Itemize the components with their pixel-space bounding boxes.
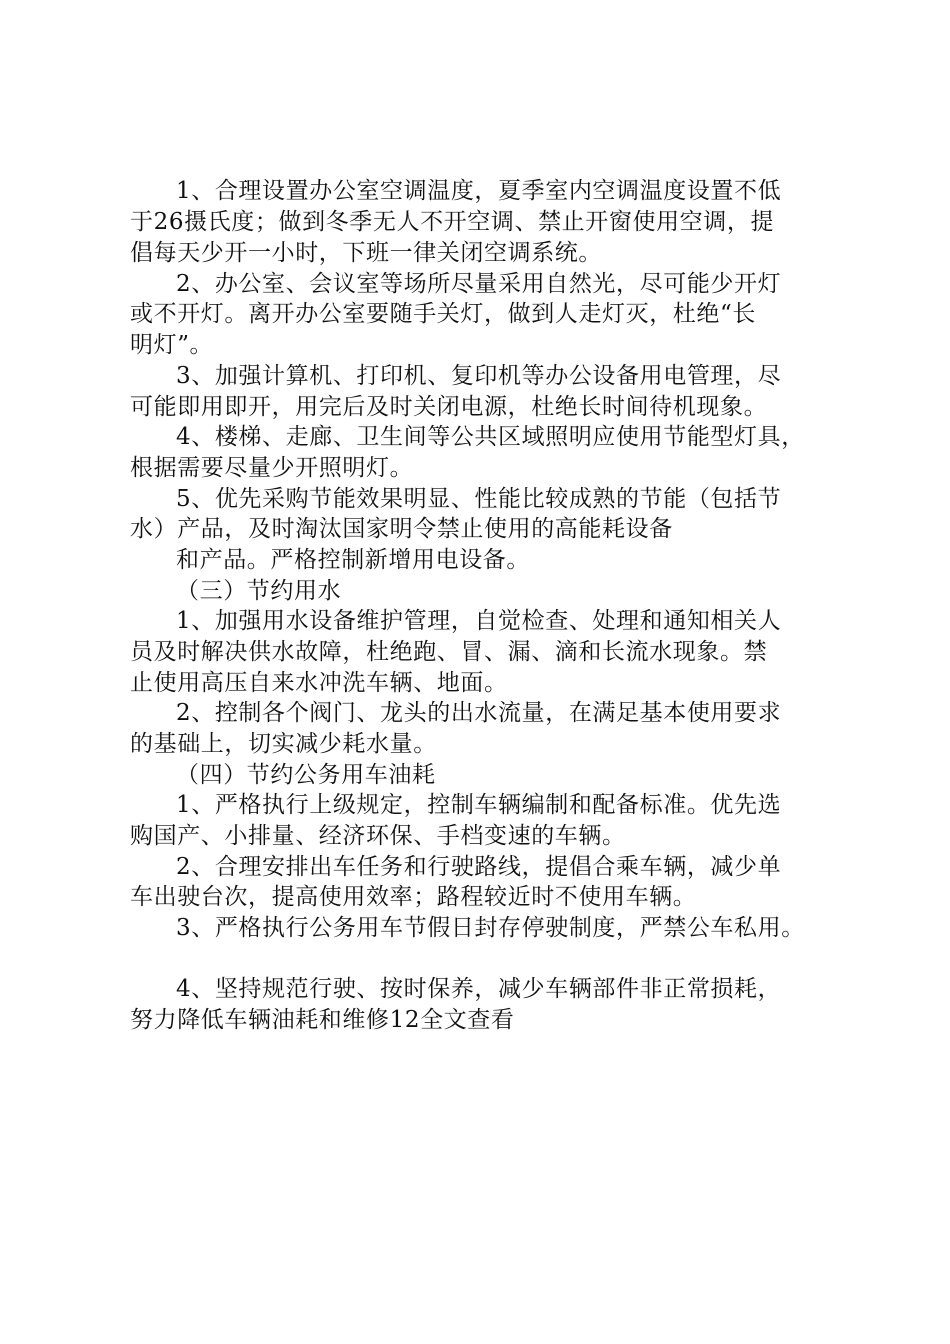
text-line: 购国产、小排量、经济环保、手档变速的车辆。 (130, 823, 626, 849)
text-line: 努力降低车辆油耗和维修12全文查看 (130, 1007, 515, 1033)
text-line: 水）产品，及时淘汰国家明令禁止使用的高能耗设备 (130, 516, 673, 542)
text-line: 3、加强计算机、打印机、复印机等办公设备用电管理，尽 (176, 363, 782, 389)
text-line: 止使用高压自来水冲洗车辆、地面。 (130, 670, 508, 696)
text-line: 1、合理设置办公室空调温度，夏季室内空调温度设置不低 (176, 178, 782, 204)
text-line: 3、严格执行公务用车节假日封存停驶制度，严禁公车私用。 (176, 915, 805, 941)
text-line: 可能即用即开，用完后及时关闭电源，杜绝长时间待机现象。 (130, 394, 768, 420)
section-heading: （三）节约用水 (176, 578, 342, 604)
text-line: 于26摄氏度；做到冬季无人不开空调、禁止开窗使用空调，提 (130, 209, 775, 235)
text-line: 4、楼梯、走廊、卫生间等公共区域照明应使用节能型灯具， (176, 424, 805, 450)
text-line: 根据需要尽量少开照明灯。 (130, 455, 414, 481)
text-line: 和产品。严格控制新增用电设备。 (176, 547, 530, 573)
text-line: 或不开灯。离开办公室要随手关灯，做到人走灯灭，杜绝“长 (130, 301, 756, 327)
text-line: 2、合理安排出车任务和行驶路线，提倡合乘车辆，减少单 (176, 854, 782, 880)
text-line: 员及时解决供水故障，杜绝跑、冒、漏、滴和长流水现象。禁 (130, 639, 768, 665)
text-line: 明灯”。 (130, 332, 214, 358)
text-line: 倡每天少开一小时，下班一律关闭空调系统。 (130, 240, 602, 266)
text-line: 5、优先采购节能效果明显、性能比较成熟的节能（包括节 (176, 486, 782, 512)
text-line: 车出驶台次，提高使用效率；路程较近时不使用车辆。 (130, 884, 697, 910)
text-line: 1、严格执行上级规定，控制车辆编制和配备标准。优先选 (176, 792, 782, 818)
text-line: 2、办公室、会议室等场所尽量采用自然光，尽可能少开灯 (176, 271, 782, 297)
text-line: 4、坚持规范行驶、按时保养，减少车辆部件非正常损耗， (176, 976, 782, 1002)
text-line: 1、加强用水设备维护管理，自觉检查、处理和通知相关人 (176, 608, 782, 634)
text-line: 的基础上，切实减少耗水量。 (130, 731, 437, 757)
section-heading: （四）节约公务用车油耗 (176, 762, 436, 788)
text-line: 2、控制各个阀门、龙头的出水流量，在满足基本使用要求 (176, 700, 782, 726)
